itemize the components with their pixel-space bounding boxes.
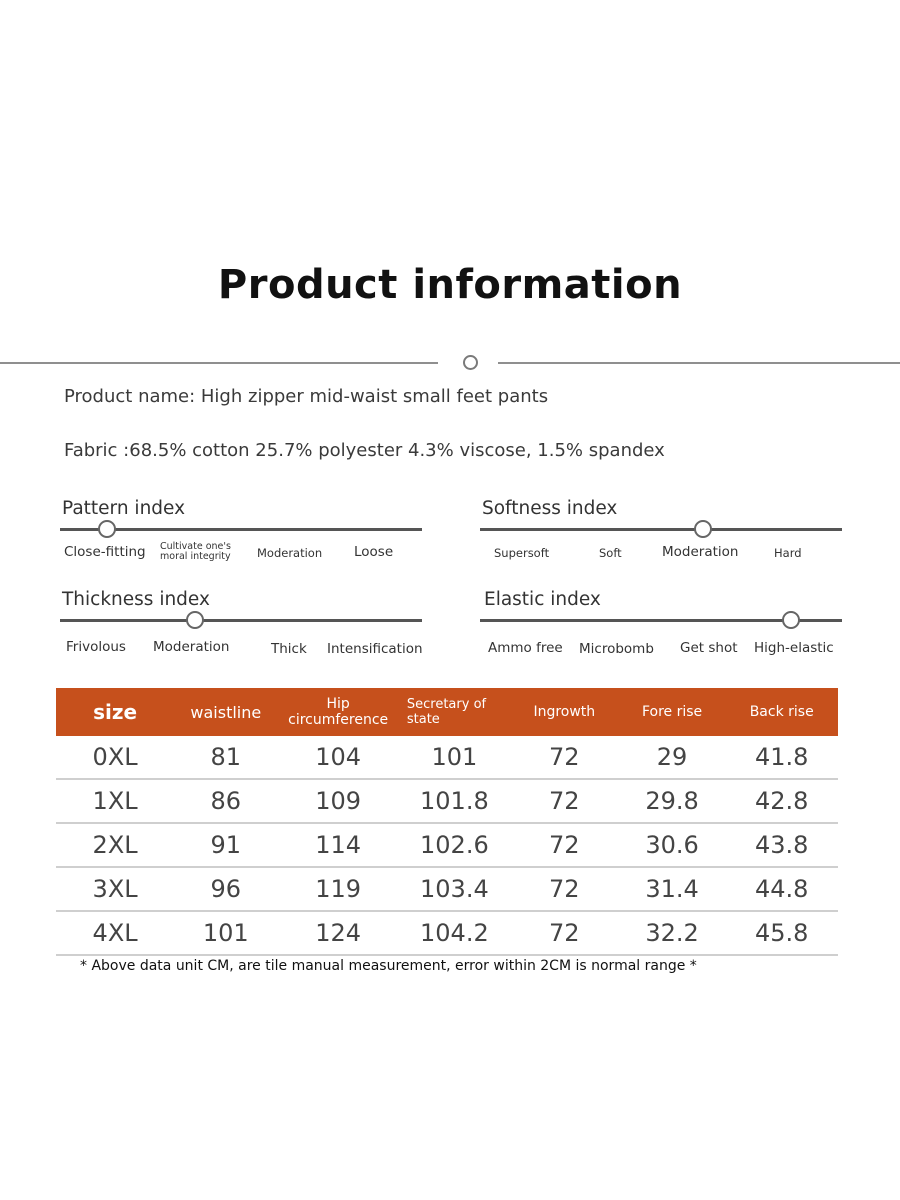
elastic-label-2: Microbomb xyxy=(579,641,654,657)
elastic-index xyxy=(480,589,842,659)
table-cell: 4XL xyxy=(56,911,174,955)
softness-index xyxy=(480,498,842,568)
softness-index-knob xyxy=(694,520,712,538)
softness-index-track xyxy=(480,528,842,531)
table-cell: 72 xyxy=(510,736,619,779)
thickness-index-title: Thickness index xyxy=(62,589,210,610)
elastic-index-title: Elastic index xyxy=(484,589,601,610)
table-cell: 31.4 xyxy=(619,867,726,911)
table-cell: 104 xyxy=(277,736,398,779)
header-hip-circumference: Hip circumference xyxy=(277,688,398,736)
softness-label-2: Soft xyxy=(599,546,622,560)
table-cell: 124 xyxy=(277,911,398,955)
table-cell: 30.6 xyxy=(619,823,726,867)
table-cell: 1XL xyxy=(56,779,174,823)
table-cell: 2XL xyxy=(56,823,174,867)
elastic-label-1: Ammo free xyxy=(488,640,563,656)
thickness-index-track xyxy=(60,619,422,622)
page-title: Product information xyxy=(217,262,683,308)
elastic-label-3: Get shot xyxy=(680,640,738,656)
table-cell: 41.8 xyxy=(725,736,838,779)
table-cell: 32.2 xyxy=(619,911,726,955)
table-cell: 0XL xyxy=(56,736,174,779)
table-cell: 43.8 xyxy=(725,823,838,867)
pattern-index xyxy=(60,498,422,568)
divider-circle-icon xyxy=(463,355,478,370)
table-cell: 81 xyxy=(174,736,277,779)
pattern-label-3: Moderation xyxy=(257,546,323,560)
table-row xyxy=(56,736,838,779)
table-cell: 29 xyxy=(619,736,726,779)
table-cell: 101 xyxy=(174,911,277,955)
softness-label-3: Moderation xyxy=(662,544,739,560)
table-cell: 91 xyxy=(174,823,277,867)
thickness-label-1: Frivolous xyxy=(66,639,126,655)
table-cell: 86 xyxy=(174,779,277,823)
thickness-label-2: Moderation xyxy=(153,639,230,655)
table-row xyxy=(56,823,838,867)
thickness-index-knob xyxy=(186,611,204,629)
table-cell: 42.8 xyxy=(725,779,838,823)
header-secretary-of-state: Secretary of state xyxy=(399,688,510,736)
table-cell: 72 xyxy=(510,823,619,867)
table-cell: 72 xyxy=(510,779,619,823)
fabric-composition: Fabric :68.5% cotton 25.7% polyester 4.3% viscose, 1.5% spandex xyxy=(64,440,665,461)
softness-label-1: Supersoft xyxy=(494,546,550,560)
table-row xyxy=(56,867,838,911)
product-name: Product name: High zipper mid-waist small feet pants xyxy=(64,386,549,407)
thickness-label-3: Thick xyxy=(271,641,307,657)
table-cell: 109 xyxy=(277,779,398,823)
table-cell: 114 xyxy=(277,823,398,867)
table-cell: 119 xyxy=(277,867,398,911)
table-cell: 72 xyxy=(510,867,619,911)
table-cell: 103.4 xyxy=(399,867,510,911)
size-table-header xyxy=(56,688,838,736)
table-cell: 96 xyxy=(174,867,277,911)
elastic-index-knob xyxy=(782,611,800,629)
table-cell: 101.8 xyxy=(399,779,510,823)
header-waistline: waistline xyxy=(174,688,277,736)
header-size: size xyxy=(56,688,174,736)
divider-right xyxy=(498,362,900,364)
pattern-label-4: Loose xyxy=(354,544,394,560)
table-cell: 3XL xyxy=(56,867,174,911)
table-cell: 45.8 xyxy=(725,911,838,955)
divider-left xyxy=(0,362,438,364)
table-cell: 72 xyxy=(510,911,619,955)
header-ingrowth: Ingrowth xyxy=(510,688,619,736)
pattern-index-title: Pattern index xyxy=(62,498,186,519)
size-table xyxy=(56,688,838,956)
thickness-index xyxy=(60,589,422,659)
table-row xyxy=(56,911,838,955)
table-cell: 101 xyxy=(399,736,510,779)
table-cell: 102.6 xyxy=(399,823,510,867)
softness-label-4: Hard xyxy=(774,546,802,560)
header-back-rise: Back rise xyxy=(725,688,838,736)
pattern-label-2: Cultivate one's moral integrity xyxy=(160,541,231,562)
measurement-note: * Above data unit CM, are tile manual measurement, error within 2CM is normal range * xyxy=(80,958,697,974)
table-cell: 104.2 xyxy=(399,911,510,955)
table-row xyxy=(56,779,838,823)
table-cell: 29.8 xyxy=(619,779,726,823)
pattern-index-knob xyxy=(98,520,116,538)
thickness-label-4: Intensification xyxy=(327,641,423,657)
pattern-label-1: Close-fitting xyxy=(64,544,146,560)
table-cell: 44.8 xyxy=(725,867,838,911)
softness-index-title: Softness index xyxy=(482,498,618,519)
header-fore-rise: Fore rise xyxy=(619,688,726,736)
elastic-label-4: High-elastic xyxy=(754,640,834,656)
